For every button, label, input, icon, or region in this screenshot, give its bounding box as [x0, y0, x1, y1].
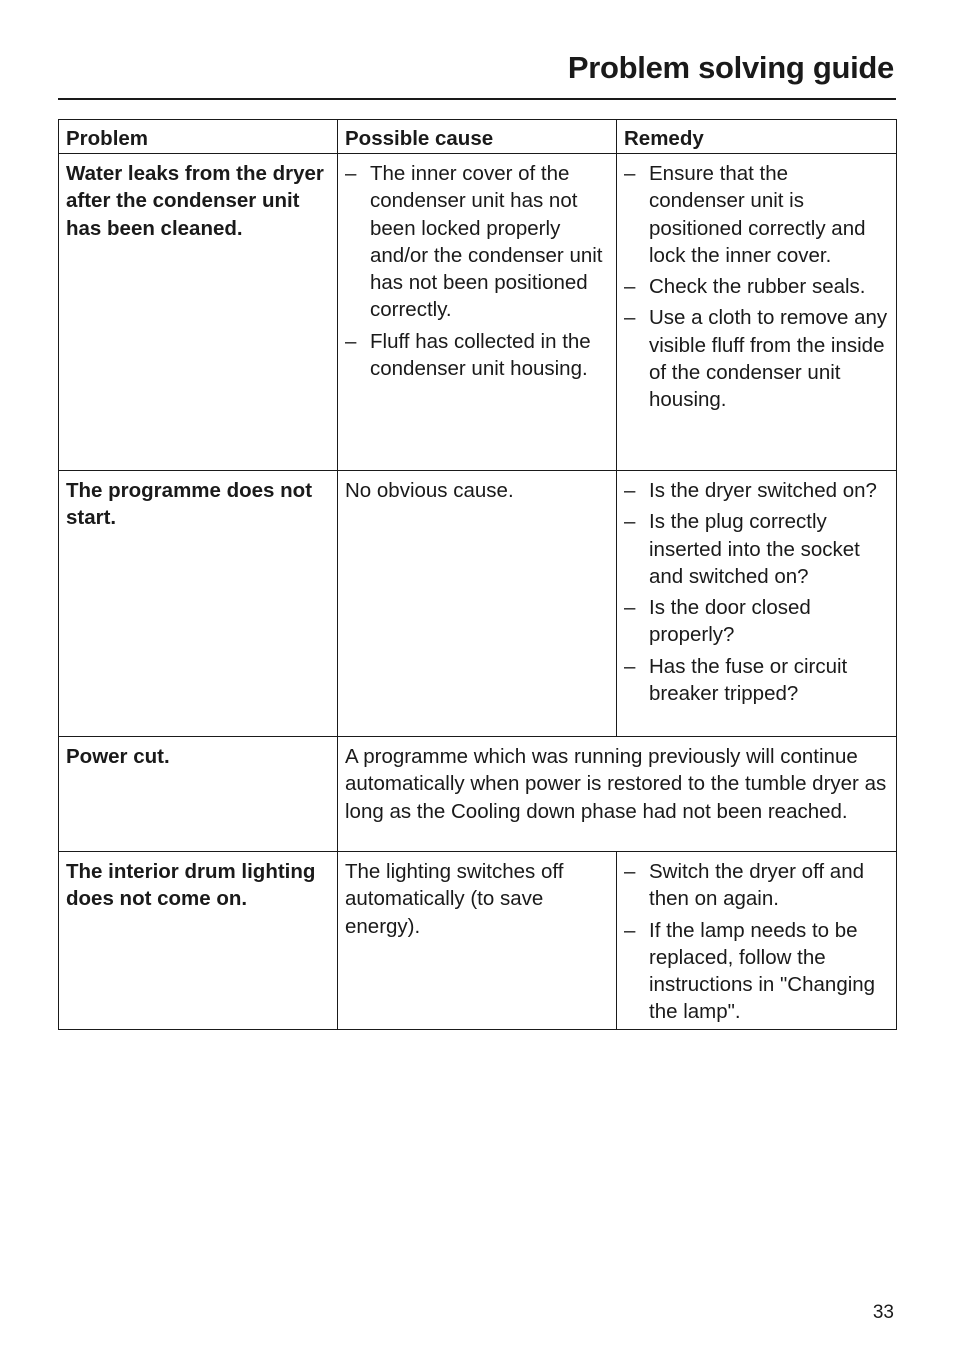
remedy-item: – Is the dryer switched on? [624, 477, 889, 504]
remedy-item: – Is the plug correctly inserted into the socket and switched on? [624, 508, 889, 590]
problem-cell: The interior drum lighting does not come on. [59, 852, 338, 1030]
table-header-row [59, 120, 897, 154]
table-row [59, 154, 897, 471]
remedy-cell [617, 154, 897, 471]
problem-solving-table [58, 119, 897, 1030]
problem-cell: Water leaks from the dryer after the condenser unit has been cleaned. [59, 154, 338, 471]
problem-cell: The programme does not start. [59, 471, 338, 737]
table-row [59, 471, 897, 737]
title-divider [58, 98, 896, 100]
header-possible-cause: Possible cause [338, 120, 617, 154]
header-remedy: Remedy [617, 120, 897, 154]
cause-item: – The inner cover of the condenser unit has not been locked properly and/or the condenser unit has not been positioned correctly. [345, 160, 609, 324]
remedy-list [624, 160, 889, 414]
header-problem: Problem [59, 120, 338, 154]
table-row [59, 852, 897, 1030]
remedy-item: – Ensure that the condenser unit is positioned correctly and lock the inner cover. [624, 160, 889, 269]
cause-cell: No obvious cause. [338, 471, 617, 737]
cause-item: – Fluff has collected in the condenser unit housing. [345, 328, 609, 383]
remedy-cell [617, 852, 897, 1030]
cause-list [345, 160, 609, 382]
merged-cause-remedy-cell: A programme which was running previously will continue automatically when power is restored to the tumble dryer as long as the Cooling down phase had not been reached. [338, 737, 897, 852]
problem-cell: Power cut. [59, 737, 338, 852]
page-number: 33 [872, 1302, 894, 1323]
remedy-item: – Has the fuse or circuit breaker tripped? [624, 653, 889, 708]
cause-cell: The lighting switches off automatically (to save energy). [338, 852, 617, 1030]
remedy-item: – Use a cloth to remove any visible fluff from the inside of the condenser unit housing. [624, 304, 889, 413]
remedy-list [624, 858, 889, 1026]
remedy-item: – Check the rubber seals. [624, 273, 889, 300]
remedy-cell [617, 471, 897, 737]
remedy-item: – If the lamp needs to be replaced, follow the instructions in "Changing the lamp". [624, 917, 889, 1026]
remedy-list [624, 477, 889, 707]
page-title: Problem solving guide [567, 50, 894, 85]
table-row [59, 737, 897, 852]
remedy-item: – Switch the dryer off and then on again. [624, 858, 889, 913]
remedy-item: – Is the door closed properly? [624, 594, 889, 649]
cause-cell [338, 154, 617, 471]
